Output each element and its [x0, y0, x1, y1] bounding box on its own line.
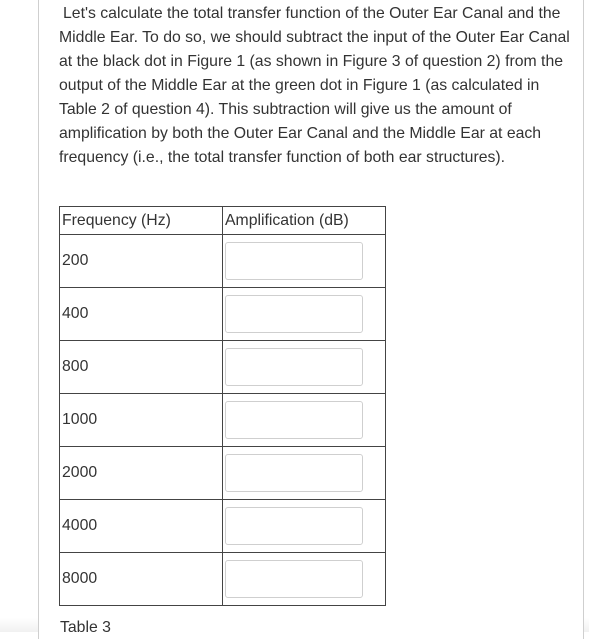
amplification-input-200[interactable] [225, 242, 363, 280]
frequency-column-header: Frequency (Hz) [60, 207, 223, 235]
amplification-input-400[interactable] [225, 295, 363, 333]
table-row [60, 447, 386, 500]
amplification-cell [223, 235, 386, 288]
frequency-cell: 1000 [60, 394, 223, 447]
table-row [60, 553, 386, 606]
table-row [60, 341, 386, 394]
frequency-cell: 400 [60, 288, 223, 341]
table-row [60, 394, 386, 447]
amplification-cell [223, 341, 386, 394]
amplification-column-header: Amplification (dB) [223, 207, 386, 235]
frequency-cell: 4000 [60, 500, 223, 553]
amplification-cell [223, 500, 386, 553]
amplification-cell [223, 288, 386, 341]
amplification-cell [223, 553, 386, 606]
table-row [60, 288, 386, 341]
frequency-cell: 200 [60, 235, 223, 288]
amplification-input-1000[interactable] [225, 401, 363, 439]
table-row [60, 235, 386, 288]
frequency-cell: 8000 [60, 553, 223, 606]
amplification-table [59, 206, 386, 606]
amplification-input-800[interactable] [225, 348, 363, 386]
question-text: Let's calculate the total transfer function of the Outer Ear Canal and the Middle Ear. To do so, we should subtract the input of the Outer Ear Canal at the black dot in Figure 1 (as shown in Figure 3 of question 2) from the output of the Middle Ear at the green dot in Figure 1 (as calculated in Table 2 of question 4). This subtraction will give us the amount of amplification by both the Outer Ear Canal and the Middle Ear at each frequency (i.e., the total transfer function of both ear structures). [59, 5, 570, 166]
amplification-input-8000[interactable] [225, 560, 363, 598]
table-caption: Table 3 [60, 619, 111, 636]
frequency-cell: 800 [60, 341, 223, 394]
question-panel [38, 0, 584, 639]
amplification-input-2000[interactable] [225, 454, 363, 492]
table-header-row [60, 207, 386, 235]
frequency-cell: 2000 [60, 447, 223, 500]
amplification-cell [223, 447, 386, 500]
amplification-cell [223, 394, 386, 447]
amplification-input-4000[interactable] [225, 507, 363, 545]
table-row [60, 500, 386, 553]
